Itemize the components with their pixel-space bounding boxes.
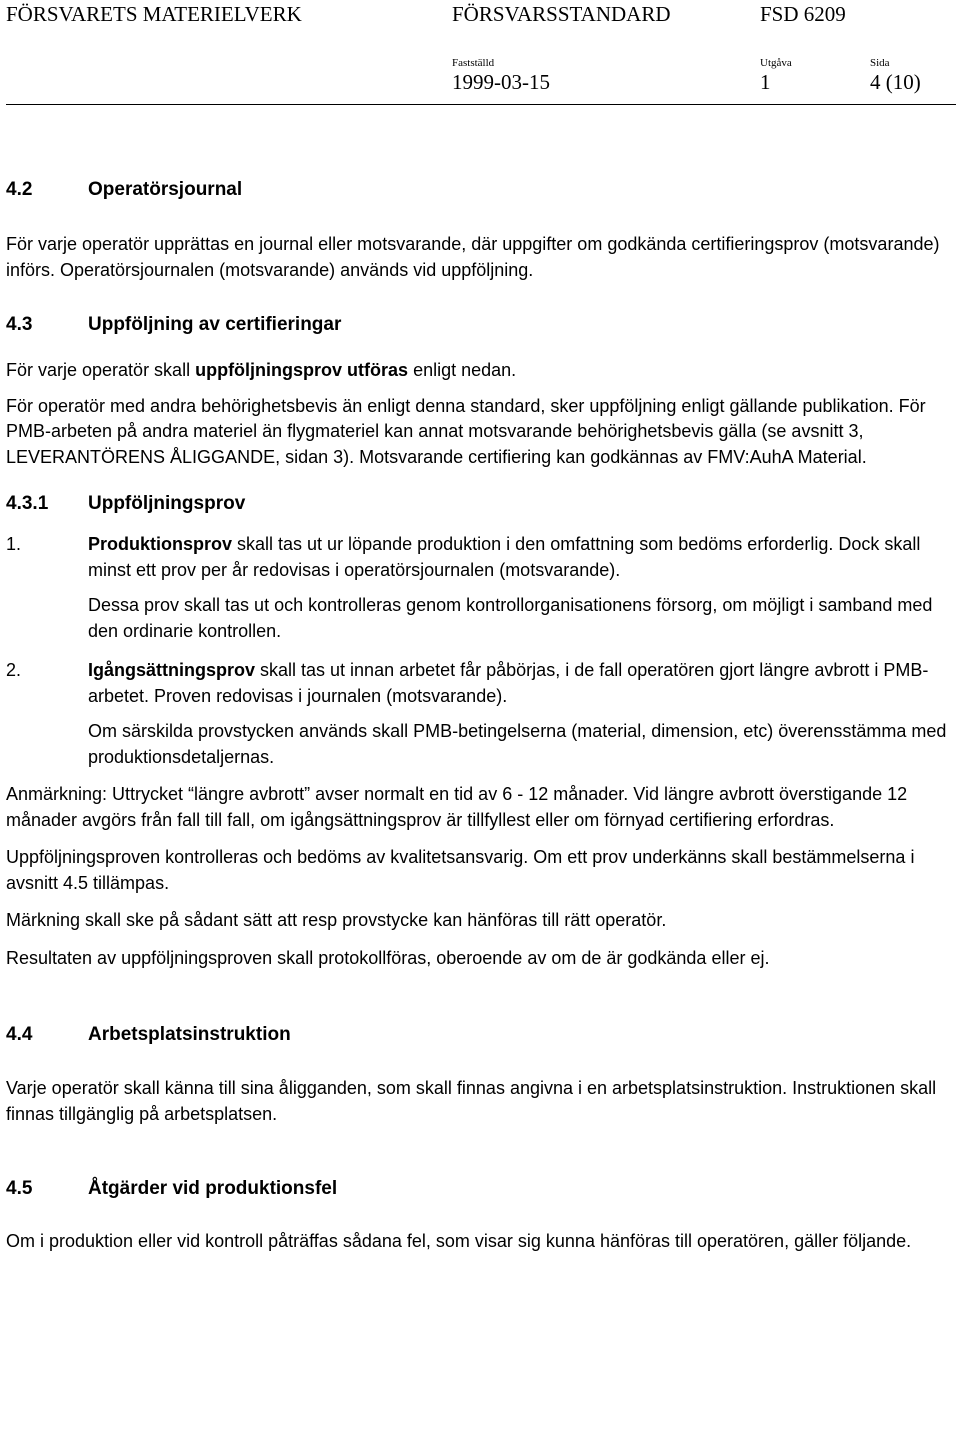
text-run: För varje operatör skall	[6, 360, 196, 380]
section-heading-4-3	[6, 311, 954, 339]
paragraph: Dessa prov skall tas ut och kontrolleras genom kontrollorganisationens försorg, om möjligt i samband med den ordinarie kontrollen.	[88, 595, 933, 641]
paragraph	[6, 358, 954, 384]
bold-text-run: Igångsättningsprov	[88, 660, 256, 680]
list-item-continuation	[6, 719, 954, 770]
section-title: Åtgärder vid produktionsfel	[88, 1178, 338, 1199]
standard-label: FÖRSVARSSTANDARD	[452, 2, 671, 26]
edition-number: 1	[760, 70, 771, 94]
section-heading-4-4	[6, 1021, 954, 1049]
section-title: Operatörsjournal	[88, 179, 243, 200]
note-paragraph: Anmärkning: Uttrycket “längre avbrott” avser normalt en tid av 6 - 12 månader. Vid längre avbrott överstigande 12 månader avgörs från fall till fall, om igångsättningsprov är tillfyllest eller om förnyad certifiering erfordras.	[6, 784, 908, 830]
paragraph: Varje operatör skall känna till sina åligganden, som skall finnas angivna i en arbetsplatsinstruktion. Instruktionen skall finnas tillgänglig på arbetsplatsen.	[6, 1078, 937, 1124]
paragraph: För varje operatör upprättas en journal eller motsvarande, där uppgifter om godkända certifieringsprov (motsvarande) införs. Operatörsjournalen (motsvarande) används vid uppföljning.	[6, 234, 940, 280]
section-number: 4.5	[6, 1178, 33, 1199]
section-title: Uppföljning av certifieringar	[88, 314, 342, 335]
list-item-number: 1.	[6, 534, 22, 554]
document-number: FSD 6209	[760, 2, 846, 26]
fastslalld-label: Fastställd	[452, 57, 495, 69]
paragraph: Uppföljningsproven kontrolleras och bedöms av kvalitetsansvarig. Om ett prov underkänns skall bestämmelserna i avsnitt 4.5 tillämpas.	[6, 847, 915, 893]
paragraph: För operatör med andra behörighetsbevis än enligt denna standard, sker uppföljning enligt gällande publikation. För PMB-arbeten på andra materiel än flygmateriel kan annat motsvarande behörighetsbevis gälla (se avsnitt 3, LEVERANTÖRENS ÅLIGGANDE, sidan 3). Motsvarande certifiering kan godkännas av FMV:AuhA Material.	[6, 395, 926, 467]
list-item-continuation	[6, 593, 954, 644]
paragraph: Om särskilda provstycken används skall PMB-betingelserna (material, dimension, etc) överensstämma med produktionsdetaljernas.	[88, 721, 947, 767]
list-item	[6, 658, 954, 709]
section-heading-4-2	[6, 176, 954, 204]
paragraph: Märkning skall ske på sådant sätt att resp provstycke kan hänföras till rätt operatör.	[6, 910, 667, 930]
section-number: 4.3	[6, 314, 33, 335]
section-number: 4.2	[6, 179, 33, 200]
sida-label: Sida	[870, 57, 890, 69]
text-run: enligt nedan.	[408, 360, 517, 380]
list-item	[6, 532, 954, 583]
header-divider	[6, 104, 956, 105]
list-item-text	[88, 658, 954, 709]
section-heading-4-3-1	[6, 490, 954, 518]
paragraph: Om i produktion eller vid kontroll påträffas sådana fel, som visar sig kunna hänföras till operatören, gäller följande.	[6, 1231, 912, 1251]
list-item-text	[88, 532, 954, 583]
utgava-label: Utgåva	[760, 57, 792, 69]
page-number: 4 (10)	[870, 70, 921, 94]
section-number: 4.4	[6, 1024, 33, 1045]
issue-date: 1999-03-15	[452, 70, 550, 94]
document-body	[6, 176, 954, 1255]
section-title: Arbetsplatsinstruktion	[88, 1024, 291, 1045]
section-number: 4.3.1	[6, 493, 49, 514]
section-heading-4-5	[6, 1175, 954, 1203]
paragraph: Resultaten av uppföljningsproven skall protokollföras, oberoende av om de är godkända eller ej.	[6, 947, 770, 968]
section-title: Uppföljningsprov	[88, 493, 246, 514]
text-run: skall tas ut ur löpande produktion i den omfattning som bedöms erforderlig. Dock skall minst ett prov per år redovisas i operatörsjournalen (motsvarande).	[88, 534, 921, 580]
list-item-number: 2.	[6, 660, 22, 680]
bold-text-run: Produktionsprov	[88, 534, 233, 554]
text-run: skall tas ut innan arbetet får påbörjas, i de fall operatören gjort längre avbrott i PMB-arbetet. Proven redovisas i journalen (motsvarande).	[88, 660, 929, 706]
page-header	[0, 0, 960, 108]
organization-name: FÖRSVARETS MATERIELVERK	[6, 2, 302, 26]
bold-text-run: uppföljningsprov utföras	[195, 360, 409, 380]
